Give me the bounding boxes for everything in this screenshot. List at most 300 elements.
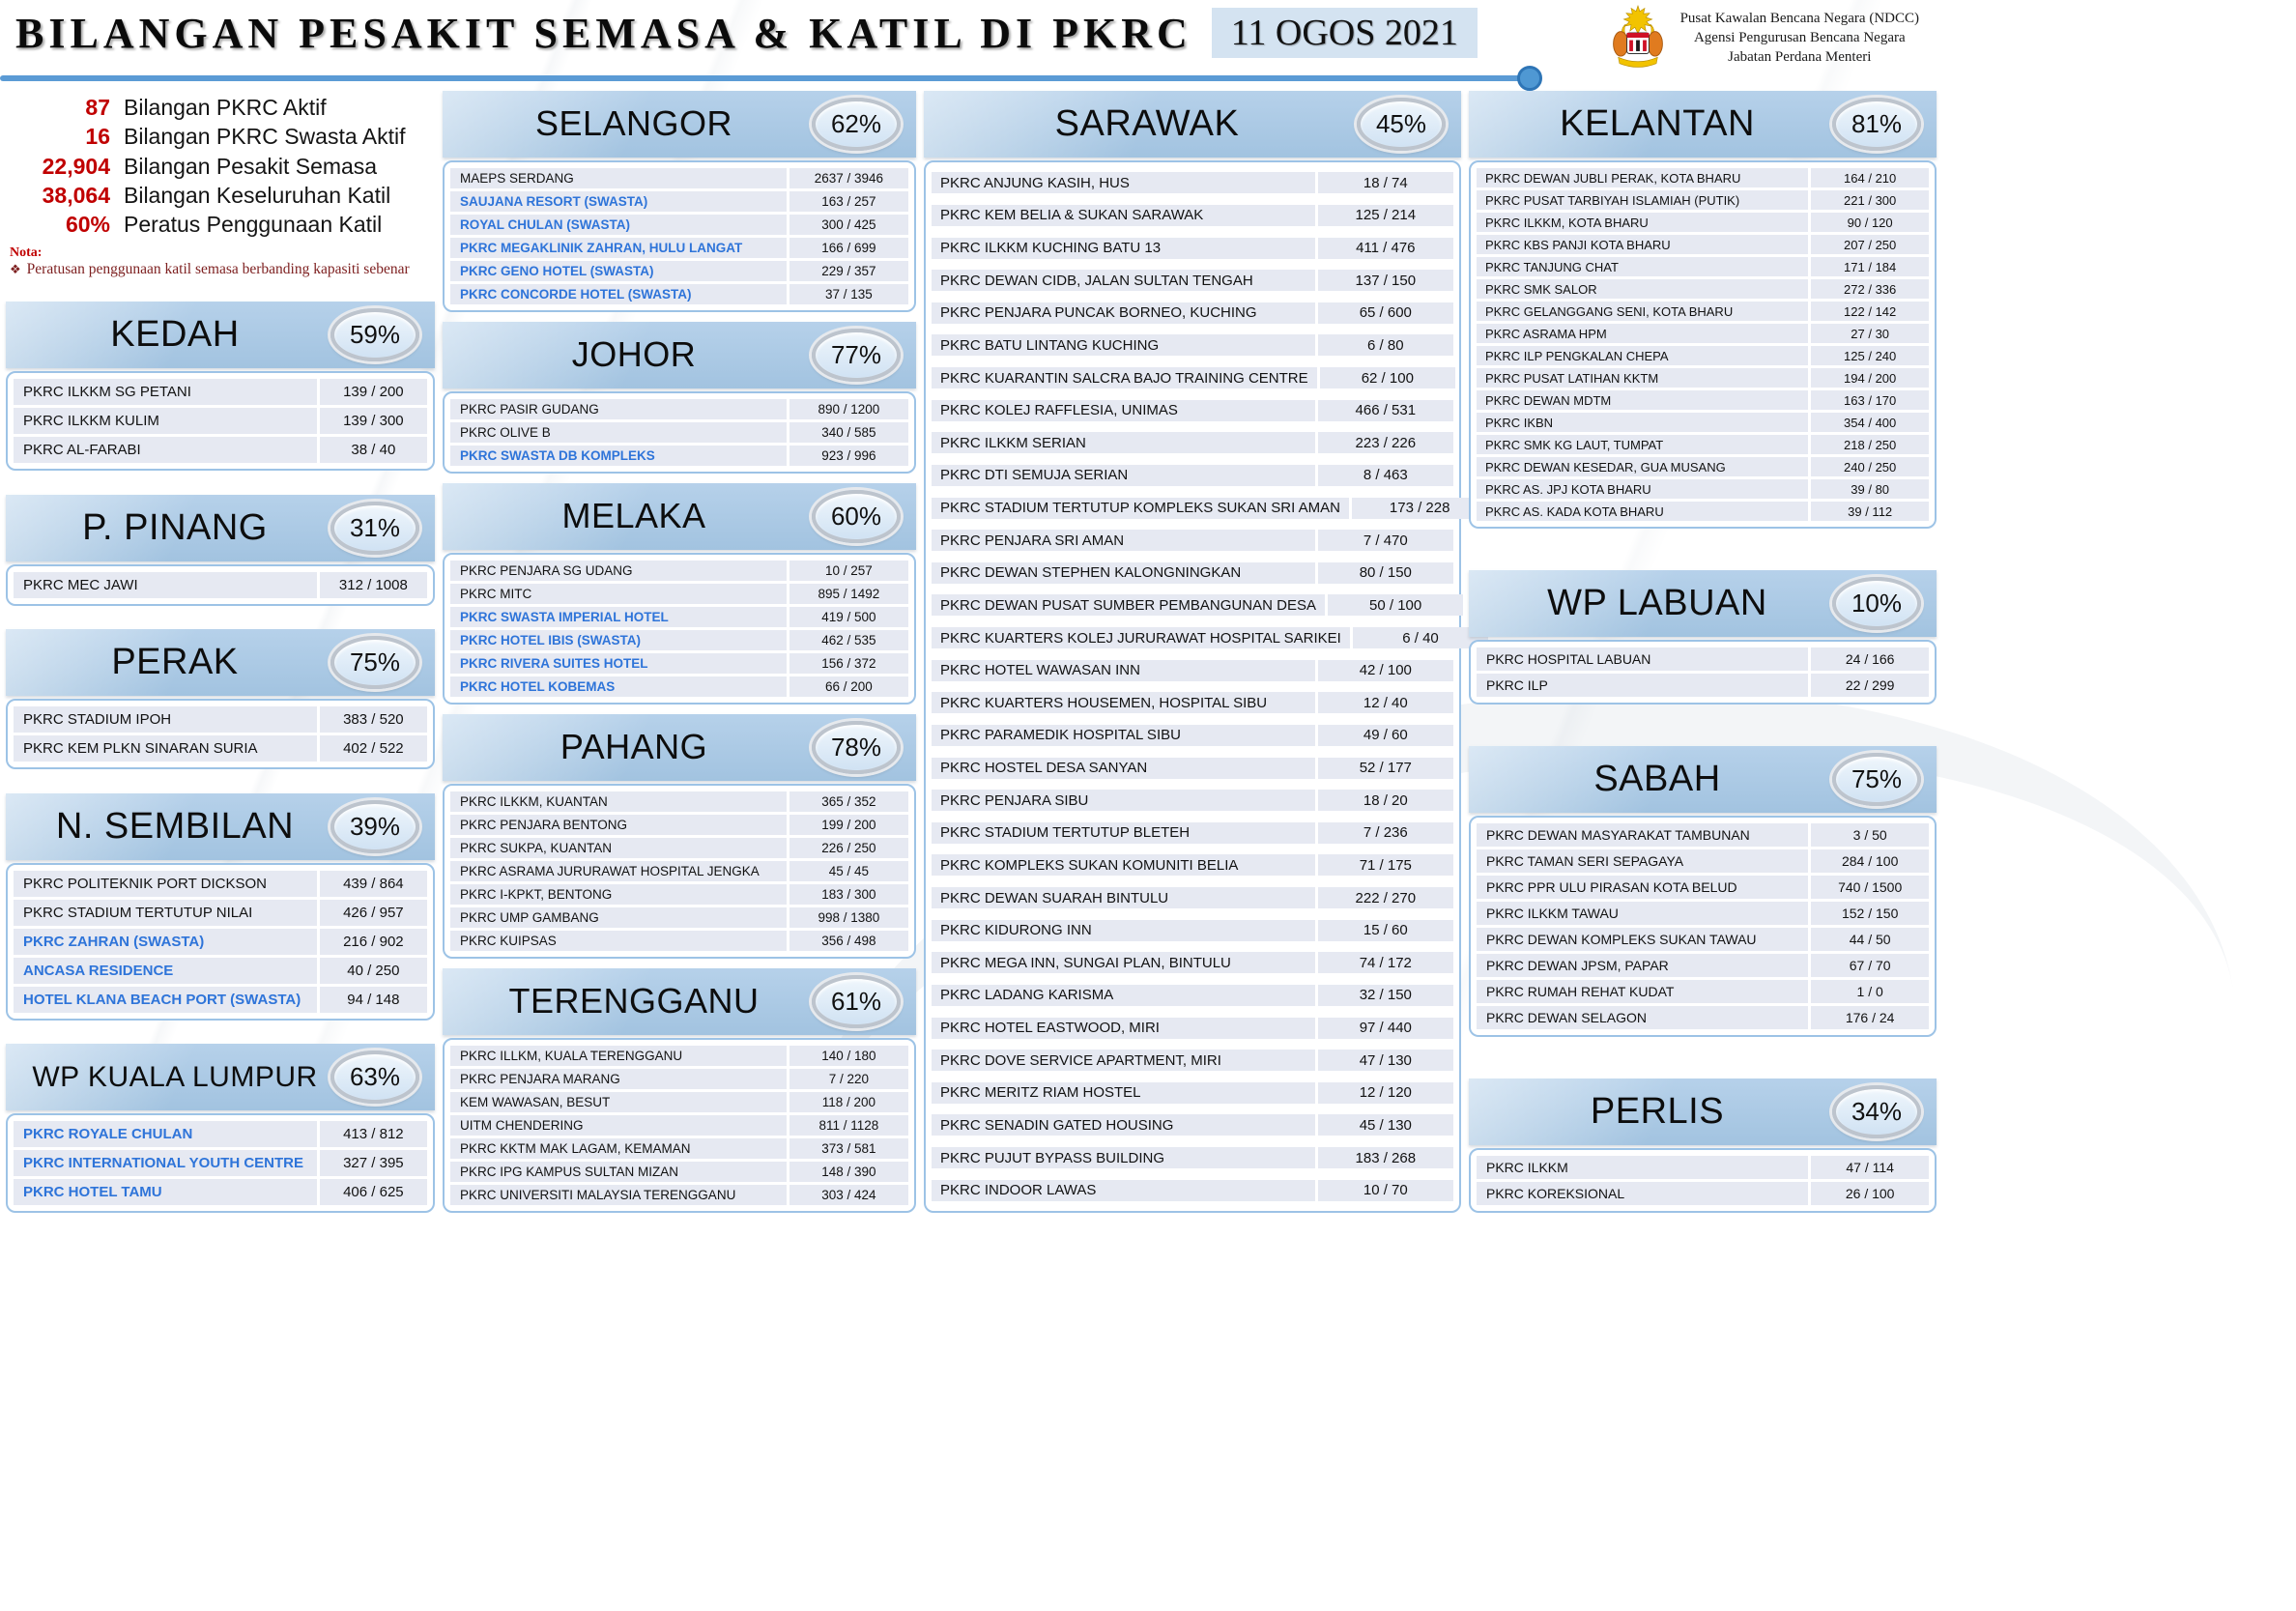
facility-beds: 406 / 625 <box>320 1179 427 1205</box>
facility-row <box>450 607 908 627</box>
facility-name: PKRC AL-FARABI <box>14 437 317 463</box>
facility-beds: 183 / 268 <box>1318 1147 1453 1168</box>
facility-beds: 42 / 100 <box>1318 660 1453 681</box>
state-name: SABAH <box>1593 759 1721 800</box>
facility-beds: 240 / 250 <box>1811 457 1929 476</box>
facility-row <box>450 168 908 188</box>
facility-beds: 66 / 200 <box>789 676 908 697</box>
agency-text <box>1680 9 1919 68</box>
state-panel-sarawak <box>924 91 1461 1213</box>
facility-beds: 3 / 50 <box>1811 823 1929 847</box>
facility-name: MAEPS SERDANG <box>450 168 787 188</box>
facility-name: PKRC DEWAN KESEDAR, GUA MUSANG <box>1477 457 1808 476</box>
facility-row <box>450 261 908 281</box>
facility-table <box>443 1038 916 1213</box>
summary-row <box>10 210 431 239</box>
facility-row <box>14 958 427 984</box>
facility-name: PKRC ZAHRAN (SWASTA) <box>14 929 317 955</box>
facility-row <box>14 706 427 733</box>
national-summary <box>6 91 435 278</box>
facility-beds: 39 / 112 <box>1811 502 1929 521</box>
facility-row <box>1477 674 1929 697</box>
facility-beds: 411 / 476 <box>1318 238 1453 259</box>
facility-row <box>1477 902 1929 925</box>
facility-row <box>450 838 908 858</box>
facility-row <box>450 1046 908 1066</box>
facility-row <box>1477 980 1929 1003</box>
facility-beds: 24 / 166 <box>1811 647 1929 671</box>
facility-name: PKRC PENJARA SRI AMAN <box>932 530 1315 551</box>
facility-name: PKRC SWASTA DB KOMPLEKS <box>450 446 787 466</box>
facility-name: PKRC KEM PLKN SINARAN SURIA <box>14 735 317 762</box>
facility-name: PKRC HOSTEL DESA SANYAN <box>932 758 1315 779</box>
facility-name: PKRC SMK SALOR <box>1477 279 1808 299</box>
facility-name: PKRC I-KPKT, BENTONG <box>450 884 787 905</box>
facility-beds: 223 / 226 <box>1318 432 1453 453</box>
facility-table <box>1469 816 1937 1037</box>
facility-beds: 6 / 40 <box>1353 627 1488 648</box>
facility-name: PKRC LADANG KARISMA <box>932 985 1315 1006</box>
facility-name: PKRC SMK KG LAUT, TUMPAT <box>1477 435 1808 454</box>
facility-name: PKRC DTI SEMUJA SERIAN <box>932 465 1315 486</box>
facility-row <box>450 1138 908 1159</box>
facility-beds: 373 / 581 <box>789 1138 908 1159</box>
facility-row <box>1477 413 1929 432</box>
facility-beds: 10 / 70 <box>1318 1180 1453 1201</box>
facility-beds: 47 / 130 <box>1318 1050 1453 1071</box>
facility-beds: 419 / 500 <box>789 607 908 627</box>
facility-beds: 356 / 498 <box>789 931 908 951</box>
facility-row <box>14 871 427 897</box>
state-header <box>6 302 435 368</box>
facility-name: PKRC SUKPA, KUANTAN <box>450 838 787 858</box>
facility-beds: 71 / 175 <box>1318 854 1453 876</box>
facility-name: PKRC DEWAN MDTM <box>1477 390 1808 410</box>
facility-row <box>932 590 1453 620</box>
facility-name: PKRC GELANGGANG SENI, KOTA BHARU <box>1477 302 1808 321</box>
facility-row <box>932 915 1453 945</box>
facility-row <box>450 1069 908 1089</box>
facility-beds: 216 / 902 <box>320 929 427 955</box>
facility-name: PKRC KBS PANJI KOTA BHARU <box>1477 235 1808 254</box>
facility-row <box>1477 457 1929 476</box>
facility-beds: 137 / 150 <box>1318 270 1453 291</box>
facility-name: PKRC MEC JAWI <box>14 572 317 598</box>
facility-beds: 998 / 1380 <box>789 907 908 928</box>
facility-beds: 37 / 135 <box>789 284 908 304</box>
facility-beds: 199 / 200 <box>789 815 908 835</box>
facility-name: PKRC MEGA INN, SUNGAI PLAN, BINTULU <box>932 952 1315 973</box>
facility-table <box>6 1113 435 1213</box>
facility-row <box>450 1115 908 1136</box>
state-header <box>924 91 1461 158</box>
facility-row <box>932 1175 1453 1205</box>
facility-name: PKRC HOTEL KOBEMAS <box>450 676 787 697</box>
agency-line-3: Jabatan Perdana Menteri <box>1728 49 1872 66</box>
facility-row <box>932 688 1453 718</box>
state-header <box>6 1044 435 1110</box>
facility-name: PKRC ILKKM SERIAN <box>932 432 1315 453</box>
facility-row <box>450 284 908 304</box>
state-header <box>443 968 916 1035</box>
facility-name: PKRC PENJARA PUNCAK BORNEO, KUCHING <box>932 302 1315 324</box>
facility-table <box>924 160 1461 1213</box>
facility-beds: 125 / 240 <box>1811 346 1929 365</box>
facility-name: PKRC DEWAN SUARAH BINTULU <box>932 887 1315 908</box>
facility-name: SAUJANA RESORT (SWASTA) <box>450 191 787 212</box>
facility-beds: 32 / 150 <box>1318 985 1453 1006</box>
facility-row <box>14 572 427 598</box>
facility-name: PKRC KUARTERS HOUSEMEN, HOSPITAL SIBU <box>932 692 1315 713</box>
facility-row <box>932 1013 1453 1043</box>
facility-beds: 218 / 250 <box>1811 435 1929 454</box>
facility-name: PKRC DEWAN JPSM, PAPAR <box>1477 954 1808 977</box>
facility-beds: 426 / 957 <box>320 900 427 926</box>
facility-beds: 312 / 1008 <box>320 572 427 598</box>
facility-beds: 50 / 100 <box>1328 594 1463 616</box>
facility-name: PKRC RIVERA SUITES HOTEL <box>450 653 787 674</box>
facility-table <box>6 371 435 471</box>
facility-name: PKRC TAMAN SERI SEPAGAYA <box>1477 849 1808 873</box>
state-header <box>443 322 916 388</box>
state-name: WP LABUAN <box>1547 583 1767 624</box>
facility-name: PKRC DEWAN JUBLI PERAK, KOTA BHARU <box>1477 168 1808 187</box>
facility-beds: 140 / 180 <box>789 1046 908 1066</box>
facility-name: PKRC ILKKM TAWAU <box>1477 902 1808 925</box>
facility-name: PKRC ANJUNG KASIH, HUS <box>932 172 1315 193</box>
facility-name: UITM CHENDERING <box>450 1115 787 1136</box>
facility-beds: 49 / 60 <box>1318 725 1453 746</box>
facility-row <box>932 786 1453 816</box>
state-panel-p-pinang <box>6 495 435 606</box>
facility-row <box>450 791 908 812</box>
facility-beds: 272 / 336 <box>1811 279 1929 299</box>
facility-beds: 65 / 600 <box>1318 302 1453 324</box>
facility-beds: 38 / 40 <box>320 437 427 463</box>
state-name: P. PINANG <box>82 506 268 548</box>
facility-row <box>932 266 1453 296</box>
facility-row <box>450 1092 908 1112</box>
facility-name: KEM WAWASAN, BESUT <box>450 1092 787 1112</box>
state-name: MELAKA <box>561 496 706 536</box>
facility-name: PKRC ILKKM KULIM <box>14 408 317 434</box>
facility-table <box>443 784 916 959</box>
facility-name: PKRC UNIVERSITI MALAYSIA TERENGGANU <box>450 1185 787 1205</box>
facility-beds: 18 / 20 <box>1318 790 1453 811</box>
facility-name: PKRC HOTEL TAMU <box>14 1179 317 1205</box>
facility-row <box>14 408 427 434</box>
facility-row <box>932 981 1453 1011</box>
summary-row <box>10 152 431 181</box>
facility-name: PKRC AS. JPJ KOTA BHARU <box>1477 479 1808 499</box>
facility-name: PKRC KOREKSIONAL <box>1477 1182 1808 1205</box>
state-panel-pahang <box>443 714 916 959</box>
facility-row <box>932 461 1453 491</box>
facility-row <box>1477 279 1929 299</box>
facility-beds: 207 / 250 <box>1811 235 1929 254</box>
facility-table <box>6 699 435 769</box>
state-header <box>443 714 916 781</box>
facility-name: PKRC KUIPSAS <box>450 931 787 951</box>
facility-name: PKRC ASRAMA HPM <box>1477 324 1808 343</box>
facility-row <box>1477 235 1929 254</box>
facility-beds: 156 / 372 <box>789 653 908 674</box>
facility-name: PKRC PPR ULU PIRASAN KOTA BELUD <box>1477 876 1808 899</box>
state-panel-selangor <box>443 91 916 312</box>
state-panel-perak <box>6 629 435 769</box>
state-header <box>1469 91 1937 158</box>
occupancy-badge: 59% <box>330 308 419 361</box>
facility-name: PKRC ILKKM, KOTA BHARU <box>1477 213 1808 232</box>
footnote-label: Nota: <box>10 245 43 260</box>
malaysia-coat-of-arms-logo <box>1607 6 1669 70</box>
facility-name: PKRC INTERNATIONAL YOUTH CENTRE <box>14 1150 317 1176</box>
facility-name: PKRC ILKKM KUCHING BATU 13 <box>932 238 1315 259</box>
occupancy-badge: 10% <box>1832 577 1921 630</box>
occupancy-badge: 77% <box>812 329 901 382</box>
facility-row <box>1477 647 1929 671</box>
facility-row <box>1477 1006 1929 1029</box>
facility-name: PKRC DEWAN KOMPLEKS SUKAN TAWAU <box>1477 928 1808 951</box>
state-header <box>6 629 435 696</box>
facility-row <box>14 1150 427 1176</box>
facility-beds: 413 / 812 <box>320 1121 427 1147</box>
facility-row <box>1477 257 1929 276</box>
facility-beds: 90 / 120 <box>1811 213 1929 232</box>
facility-row <box>14 379 427 405</box>
facility-beds: 402 / 522 <box>320 735 427 762</box>
facility-name: PKRC ILP <box>1477 674 1808 697</box>
facility-beds: 6 / 80 <box>1318 334 1453 356</box>
facility-row <box>450 676 908 697</box>
facility-beds: 284 / 100 <box>1811 849 1929 873</box>
facility-name: PKRC PUSAT TARBIYAH ISLAMIAH (PUTIK) <box>1477 190 1808 210</box>
facility-beds: 152 / 150 <box>1811 902 1929 925</box>
facility-row <box>1477 928 1929 951</box>
facility-beds: 466 / 531 <box>1318 400 1453 421</box>
facility-row <box>450 907 908 928</box>
facility-beds: 139 / 200 <box>320 379 427 405</box>
facility-beds: 97 / 440 <box>1318 1018 1453 1039</box>
facility-name: PKRC STADIUM TERTUTUP BLETEH <box>932 822 1315 844</box>
dashboard-board <box>0 89 1933 1202</box>
occupancy-badge: 45% <box>1357 98 1446 151</box>
facility-name: PKRC OLIVE B <box>450 422 787 443</box>
facility-name: PKRC TANJUNG CHAT <box>1477 257 1808 276</box>
facility-name: PKRC DEWAN SELAGON <box>1477 1006 1808 1029</box>
facility-beds: 303 / 424 <box>789 1185 908 1205</box>
facility-row <box>932 1046 1453 1076</box>
facility-row <box>932 721 1453 751</box>
state-header <box>443 91 916 158</box>
facility-row <box>932 1110 1453 1140</box>
facility-name: PKRC HOTEL WAWASAN INN <box>932 660 1315 681</box>
facility-name: PKRC STADIUM TERTUTUP KOMPLEKS SUKAN SRI AMAN <box>932 498 1349 519</box>
footnote-line <box>10 261 431 278</box>
summary-value: 60% <box>65 212 110 238</box>
facility-row <box>1477 346 1929 365</box>
facility-name: PKRC PARAMEDIK HOSPITAL SIBU <box>932 725 1315 746</box>
facility-beds: 39 / 80 <box>1811 479 1929 499</box>
facility-beds: 12 / 120 <box>1318 1082 1453 1104</box>
facility-name: PKRC SENADIN GATED HOUSING <box>932 1114 1315 1136</box>
agency-line-2: Agensi Pengurusan Bencana Negara <box>1693 29 1906 45</box>
footnote-text: Peratusan penggunaan katil semasa berbanding kapasiti sebenar <box>26 260 410 277</box>
facility-name: ANCASA RESIDENCE <box>14 958 317 984</box>
facility-name: PKRC PENJARA MARANG <box>450 1069 787 1089</box>
facility-beds: 45 / 130 <box>1318 1114 1453 1136</box>
state-name: WP KUALA LUMPUR <box>32 1060 318 1093</box>
state-header <box>6 793 435 860</box>
facility-row <box>450 399 908 419</box>
state-panel-n-sembilan <box>6 793 435 1021</box>
state-header <box>1469 570 1937 637</box>
facility-beds: 45 / 45 <box>789 861 908 881</box>
state-name: TERENGGANU <box>508 981 760 1021</box>
facility-beds: 94 / 148 <box>320 987 427 1013</box>
facility-table <box>443 553 916 705</box>
facility-row <box>1477 849 1929 873</box>
facility-beds: 171 / 184 <box>1811 257 1929 276</box>
summary-value: 87 <box>85 95 110 120</box>
facility-beds: 895 / 1492 <box>789 584 908 604</box>
facility-row <box>450 630 908 650</box>
facility-beds: 44 / 50 <box>1811 928 1929 951</box>
agency-line-1: Pusat Kawalan Bencana Negara (NDCC) <box>1679 10 1919 26</box>
facility-beds: 7 / 470 <box>1318 530 1453 551</box>
facility-row <box>450 238 908 258</box>
facility-row <box>1477 435 1929 454</box>
facility-row <box>1477 954 1929 977</box>
facility-beds: 194 / 200 <box>1811 368 1929 388</box>
facility-name: PKRC ILKKM, KUANTAN <box>450 791 787 812</box>
facility-row <box>932 428 1453 458</box>
facility-name: PKRC PENJARA SIBU <box>932 790 1315 811</box>
facility-row <box>1477 479 1929 499</box>
facility-name: PKRC KIDURONG INN <box>932 920 1315 941</box>
state-panel-wp-labuan <box>1469 570 1937 705</box>
facility-name: PKRC PENJARA SG UDANG <box>450 561 787 581</box>
facility-beds: 10 / 257 <box>789 561 908 581</box>
facility-row <box>932 1079 1453 1108</box>
facility-row <box>1477 1156 1929 1179</box>
facility-beds: 166 / 699 <box>789 238 908 258</box>
facility-name: PKRC KUARTERS KOLEJ JURURAWAT HOSPITAL SARIKEI <box>932 627 1350 648</box>
facility-beds: 300 / 425 <box>789 215 908 235</box>
facility-beds: 383 / 520 <box>320 706 427 733</box>
facility-row <box>1477 876 1929 899</box>
facility-row <box>1477 368 1929 388</box>
facility-name: PKRC PASIR GUDANG <box>450 399 787 419</box>
header-divider <box>0 75 1533 81</box>
occupancy-badge: 39% <box>330 800 419 853</box>
summary-label: Bilangan Pesakit Semasa <box>124 153 378 179</box>
report-date: 11 OGOS 2021 <box>1212 8 1478 58</box>
facility-row <box>450 1185 908 1205</box>
facility-name: PKRC MITC <box>450 584 787 604</box>
column-1 <box>6 91 435 1213</box>
state-header <box>1469 1079 1937 1145</box>
facility-row <box>1477 190 1929 210</box>
facility-table <box>1469 640 1937 705</box>
facility-beds: 47 / 114 <box>1811 1156 1929 1179</box>
facility-name: PKRC KKTM MAK LAGAM, KEMAMAN <box>450 1138 787 1159</box>
facility-beds: 15 / 60 <box>1318 920 1453 941</box>
summary-label: Bilangan PKRC Aktif <box>124 95 327 120</box>
facility-name: PKRC KUARANTIN SALCRA BAJO TRAINING CENTRE <box>932 367 1317 388</box>
divider-end-dot <box>1517 66 1542 91</box>
state-panel-sabah <box>1469 746 1937 1037</box>
facility-beds: 163 / 170 <box>1811 390 1929 410</box>
state-header <box>6 495 435 561</box>
facility-beds: 80 / 150 <box>1318 562 1453 584</box>
facility-row <box>932 299 1453 329</box>
facility-row <box>932 363 1453 393</box>
state-name: JOHOR <box>571 334 697 375</box>
facility-row <box>932 331 1453 360</box>
facility-beds: 176 / 24 <box>1811 1006 1929 1029</box>
facility-name: PKRC PUSAT LATIHAN KKTM <box>1477 368 1808 388</box>
facility-row <box>1477 390 1929 410</box>
summary-row <box>10 181 431 210</box>
facility-name: PKRC DEWAN CIDB, JALAN SULTAN TENGAH <box>932 270 1315 291</box>
facility-name: PKRC DEWAN STEPHEN KALONGNINGKAN <box>932 562 1315 584</box>
facility-row <box>14 1179 427 1205</box>
state-name: KELANTAN <box>1560 103 1755 145</box>
facility-row <box>932 623 1453 653</box>
facility-name: PKRC HOSPITAL LABUAN <box>1477 647 1808 671</box>
facility-row <box>932 168 1453 198</box>
state-name: KEDAH <box>110 314 240 356</box>
facility-name: PKRC ROYALE CHULAN <box>14 1121 317 1147</box>
footnote <box>10 245 431 278</box>
diamond-bullet-icon: ❖ <box>10 261 21 276</box>
facility-name: PKRC RUMAH REHAT KUDAT <box>1477 980 1808 1003</box>
summary-label: Peratus Penggunaan Katil <box>124 212 383 238</box>
column-3 <box>924 91 1461 1213</box>
facility-beds: 923 / 996 <box>789 446 908 466</box>
facility-table <box>443 160 916 312</box>
facility-beds: 7 / 220 <box>789 1069 908 1089</box>
facility-name: PKRC DOVE SERVICE APARTMENT, MIRI <box>932 1050 1315 1071</box>
facility-beds: 7 / 236 <box>1318 822 1453 844</box>
facility-row <box>1477 324 1929 343</box>
page-title: BILANGAN PESAKIT SEMASA & KATIL DI PKRC <box>15 9 1192 57</box>
facility-table <box>1469 1148 1937 1213</box>
state-name: PERLIS <box>1590 1091 1725 1133</box>
facility-name: PKRC ASRAMA JURURAWAT HOSPITAL JENGKA <box>450 861 787 881</box>
facility-row <box>450 561 908 581</box>
facility-table <box>1469 160 1937 529</box>
facility-row <box>932 493 1453 523</box>
facility-row <box>450 584 908 604</box>
facility-row <box>14 735 427 762</box>
page-header <box>0 0 1933 89</box>
facility-name: PKRC STADIUM TERTUTUP NILAI <box>14 900 317 926</box>
state-panel-terengganu <box>443 968 916 1213</box>
facility-beds: 365 / 352 <box>789 791 908 812</box>
facility-table <box>6 863 435 1021</box>
summary-row <box>10 122 431 151</box>
facility-beds: 139 / 300 <box>320 408 427 434</box>
facility-row <box>450 1162 908 1182</box>
facility-name: PKRC UMP GAMBANG <box>450 907 787 928</box>
column-2 <box>443 91 916 1213</box>
facility-name: PKRC ILKKM SG PETANI <box>14 379 317 405</box>
facility-row <box>1477 823 1929 847</box>
facility-name: PKRC ILLKM, KUALA TERENGGANU <box>450 1046 787 1066</box>
facility-row <box>1477 502 1929 521</box>
